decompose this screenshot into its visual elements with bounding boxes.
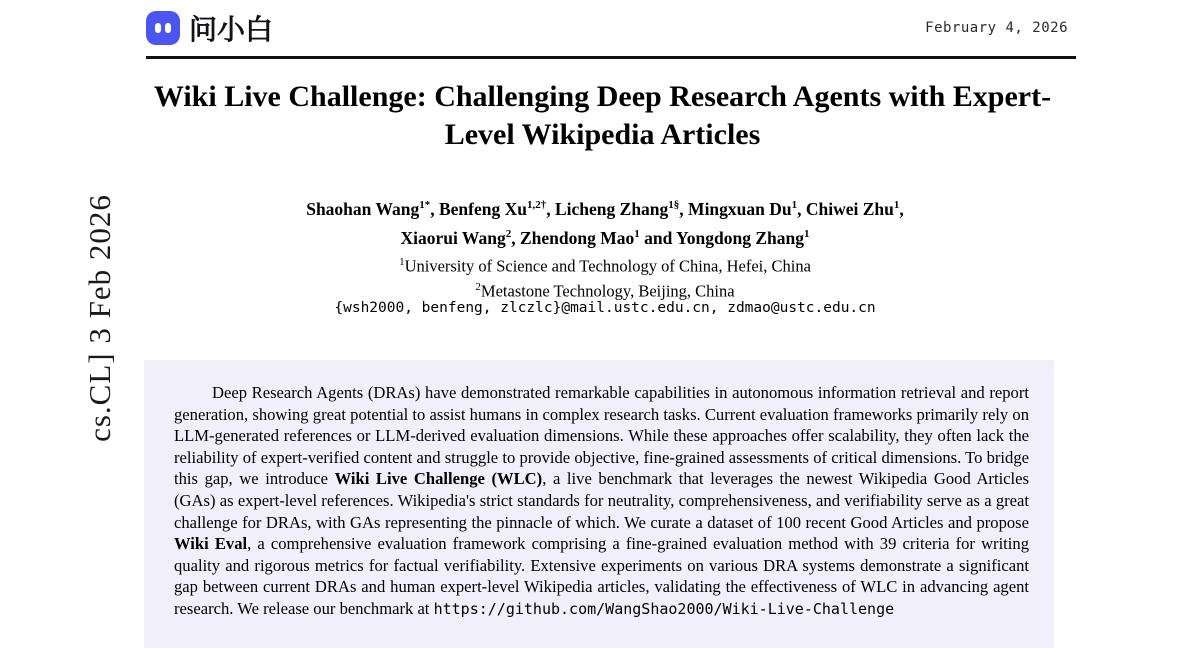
robot-face-icon [146,11,180,45]
brand[interactable] [146,8,273,48]
arxiv-stamp-text: cs.CL] 3 Feb 2026 [82,194,117,442]
affiliation-1: $^1$University of Science and Technology of China, Hefei, China [399,256,811,276]
affiliation-2-text: Metastone Technology, Beijing, China [480,281,735,301]
brand-name: 问小白 [189,14,274,45]
author-emails: {wsh2000, benfeng, zlczlc}@mail.ustc.edu.cn, zdmao@ustc.edu.cn [334,300,876,316]
abstract-bold-wikieval: Wiki Eval [174,534,248,554]
robot-eye-left-icon [155,23,161,33]
abstract-part-3: , a comprehensive evaluation framework comprising a fine-grained evaluation method with 39 criteria for writing quality and rigorous metrics for factual verifiability. Extensive experiments on various DRA systems demonstrate a significant gap between current DRAs and human expert-level Wikipedia articles, validating the effectiveness of WLC in advancing agent research. We release our benchmark at [174,534,1029,618]
author-line-1: Shaohan Wang$^{1*}$, Benfeng $Xu^{1,2\dagger}$, Licheng Zhang$^{1\S}$, Mingxuan Du$^1$, Chiwei Zhu$^1$, [306,198,904,219]
paper-sheet [130,0,1200,648]
robot-eye-right-icon [165,23,171,33]
abstract-part-1: Deep Research Agents (DRAs) have demonstrated remarkable capabilities in autonomous information retrieval and report generation, showing great potential to assist humans in complex research tasks. Current evaluation frameworks primarily rely on LLM-generated references or LLM-derived evaluation dimensions. While these approaches offer scalability, they often lack the reliability of expert-verified content and struggle to provide objective, fine-grained assessments of critical dimensions. To bridge this gap, we introduce [174,383,1029,489]
affiliation-1-text: University of Science and Technology of China, Hefei, China [404,256,811,276]
abstract-section [144,360,1054,648]
abstract-bold-wlc: Wiki Live Challenge (WLC) [334,469,543,489]
abstract-part-2: , a live benchmark that leverages the newest Wikipedia Good Articles (GAs) as expert-level references. Wikipedia's strict standards for neutrality, comprehensiveness, and verifiability serve as a great challenge for DRAs, with GAs representing the pinnacle of which. We curate a dataset of 100 recent Good Articles and propose [174,469,1029,532]
page-header [138,0,1068,57]
abstract-text [174,382,1029,621]
affiliation-list [190,252,1020,302]
header-divider [146,56,1076,59]
arxiv-side-stamp [0,0,130,648]
header-date: February 4, 2026 [925,20,1068,36]
benchmark-link[interactable]: https://github.com/WangShao2000/Wiki-Live-Challenge [433,599,895,618]
author-line-2: Xiaorui Wang$^2$, Zhendong Mao$^1$ and Yongdong Zhang$^1$ [400,227,810,248]
affiliation-2: $^2$Metastone Technology, Beijing, China [475,281,735,301]
author-list [190,193,1020,251]
page-title: Wiki Live Challenge: Challenging Deep Research Agents with Expert-Level Wikipedia Articles [153,80,1052,151]
